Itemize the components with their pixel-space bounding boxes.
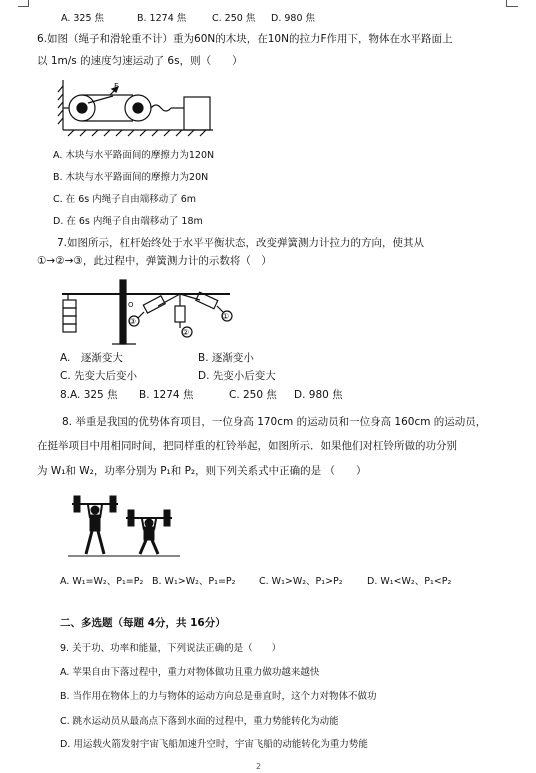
option-text: D. 先变小后变大 <box>198 370 276 382</box>
option-text: D. 在 6s 内绳子自由端移动了 18m <box>53 216 203 227</box>
pulley-figure <box>58 78 218 136</box>
question-stem: ①→②→③，此过程中，弹簧测力计的示数将（ ） <box>37 255 272 267</box>
crop-mark <box>18 6 29 7</box>
option-text: A. 木块与水平路面间的摩擦力为120N <box>53 150 215 161</box>
option-text: D. W₁<W₂、P₁<P₂ <box>367 576 452 587</box>
lever-label-2: ② <box>182 328 190 337</box>
option-text: 8.A. 325 焦 <box>60 389 118 401</box>
option-text: B. 1274 焦 <box>137 13 187 24</box>
weightlifter-figure <box>68 488 180 560</box>
option-text: B. 1274 焦 <box>139 389 194 401</box>
question-stem: 7.如图所示，杠杆始终处于水平平衡状态，改变弹簧测力计拉力的方向，使其从 <box>57 237 425 249</box>
option-text: A. 325 焦 <box>61 13 105 24</box>
option-text: C. 250 焦 <box>229 389 277 401</box>
option-text: B. W₁>W₂、P₁=P₂ <box>152 576 236 587</box>
option-text: D. 用运载火箭发射宇宙飞船加速升空时，宇宙飞船的动能转化为重力势能 <box>60 739 368 750</box>
option-text: C. 先变大后变小 <box>60 370 138 382</box>
option-text: A. W₁=W₂、P₁=P₂ <box>60 576 144 587</box>
option-text: A. 逐渐变大 <box>60 352 123 364</box>
question-stem: 为 W₁和 W₂，功率分别为 P₁和 P₂，则下列关系式中正确的是 （ ） <box>37 465 367 477</box>
section-title: 二、多选题（每题 4分，共 16分） <box>60 617 226 629</box>
lever-label-1: ③ <box>129 317 137 326</box>
option-text: C. 在 6s 内绳子自由端移动了 6m <box>53 194 197 205</box>
option-text: C. 250 焦 <box>212 13 256 24</box>
lever-figure <box>60 276 235 348</box>
question-stem: 9. 关于功、功率和能量，下列说法正确的是（ ） <box>60 643 282 654</box>
question-stem: 6.如图（绳子和滑轮重不计）重为60N的木块，在10N的拉力F作用下，物体在水平路面上 <box>37 33 453 45</box>
force-label: F <box>114 82 119 91</box>
option-text: B. 逐渐变小 <box>198 352 254 364</box>
question-stem: 8. 举重是我国的优势体育项目，一位身高 170cm 的运动员和一位身高 160cm 的运动员， <box>62 416 487 428</box>
option-text: A. 苹果自由下落过程中，重力对物体做功且重力做功越来越快 <box>60 667 320 678</box>
crop-mark <box>506 6 518 7</box>
option-text: C. W₁>W₂、P₁>P₂ <box>259 576 343 587</box>
pivot-label: O <box>128 301 134 309</box>
question-stem: 在挺举项目中用相同时间，把同样重的杠铃举起，如图所示．如果他们对杠铃所做的功分别 <box>37 440 457 452</box>
option-text: D. 980 焦 <box>271 13 316 24</box>
option-text: B. 木块与水平路面间的摩擦力为20N <box>53 172 209 183</box>
option-text: C. 跳水运动员从最高点下落到水面的过程中，重力势能转化为动能 <box>60 716 339 727</box>
page-number: 2 <box>256 762 262 771</box>
lever-label-3: ① <box>222 312 230 321</box>
option-text: B. 当作用在物体上的力与物体的运动方向总是垂直时，这个力对物体不做功 <box>60 691 377 702</box>
option-text: D. 980 焦 <box>294 389 343 401</box>
question-stem: 以 1m/s 的速度匀速运动了 6s，则（ ） <box>37 55 243 67</box>
